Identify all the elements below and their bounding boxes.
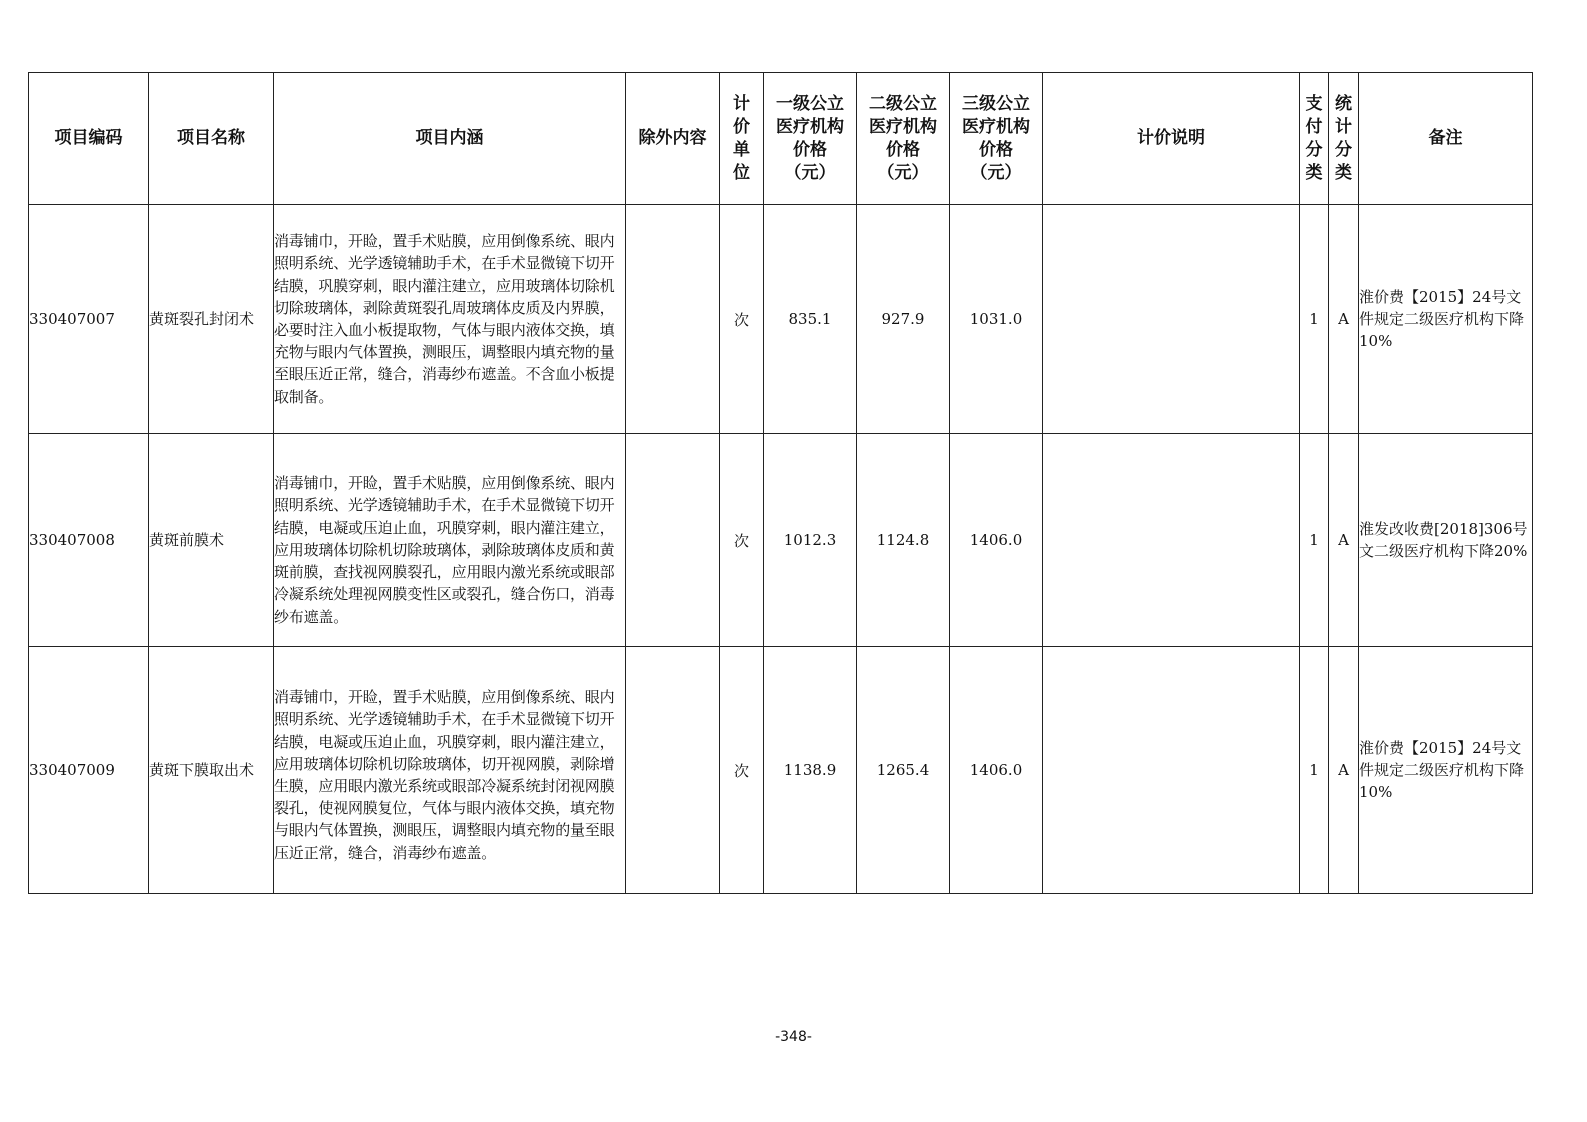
item-price1: 1138.9: [764, 647, 857, 894]
item-unit: 次: [720, 434, 764, 647]
header-content: 项目内涵: [274, 73, 626, 205]
item-price1: 835.1: [764, 205, 857, 434]
header-price3: 三级公立医疗机构价格（元）: [950, 73, 1043, 205]
header-stat: 统计分类: [1329, 73, 1359, 205]
item-price1: 1012.3: [764, 434, 857, 647]
header-pricing-note: 计价说明: [1043, 73, 1300, 205]
item-name: 黄斑下膜取出术: [149, 647, 274, 894]
table-row: [29, 647, 1533, 894]
table-row: [29, 434, 1533, 647]
item-content: 消毒铺巾，开睑，置手术贴膜，应用倒像系统、眼内照明系统、光学透镜辅助手术，在手术显微镜下切开结膜，电凝或压迫止血，巩膜穿刺，眼内灌注建立，应用玻璃体切除机切除玻璃体，切开视网膜，剥除增生膜，应用眼内激光系统或眼部冷凝系统封闭视网膜裂孔，使视网膜复位，气体与眼内液体交换，填充物与眼内气体置换，测眼压，调整眼内填充物的量至眼压近正常，缝合，消毒纱布遮盖。: [274, 647, 626, 894]
item-unit: 次: [720, 647, 764, 894]
item-price2: 1265.4: [857, 647, 950, 894]
header-price2: 二级公立医疗机构价格（元）: [857, 73, 950, 205]
item-pricing-note: [1043, 205, 1300, 434]
header-price1: 一级公立医疗机构价格（元）: [764, 73, 857, 205]
item-price3: 1406.0: [950, 434, 1043, 647]
item-stat: A: [1329, 205, 1359, 434]
item-remark: 淮价费【2015】24号文件规定二级医疗机构下降10%: [1359, 205, 1533, 434]
header-row: [29, 73, 1533, 205]
header-code: 项目编码: [29, 73, 149, 205]
item-price3: 1031.0: [950, 205, 1043, 434]
item-code: 330407007: [29, 205, 149, 434]
item-stat: A: [1329, 434, 1359, 647]
header-name: 项目名称: [149, 73, 274, 205]
header-payment: 支付分类: [1300, 73, 1329, 205]
item-code: 330407008: [29, 434, 149, 647]
item-payment: 1: [1300, 434, 1329, 647]
item-content: 消毒铺巾，开睑，置手术贴膜，应用倒像系统、眼内照明系统、光学透镜辅助手术，在手术显微镜下切开结膜，电凝或压迫止血，巩膜穿刺，眼内灌注建立，应用玻璃体切除机切除玻璃体，剥除玻璃体皮质和黄斑前膜，查找视网膜裂孔，应用眼内激光系统或眼部冷凝系统处理视网膜变性区或裂孔，缝合伤口，消毒纱布遮盖。: [274, 434, 626, 647]
item-unit: 次: [720, 205, 764, 434]
item-stat: A: [1329, 647, 1359, 894]
item-exclusion: [626, 647, 720, 894]
table-row: [29, 205, 1533, 434]
item-price3: 1406.0: [950, 647, 1043, 894]
item-remark: 淮价费【2015】24号文件规定二级医疗机构下降10%: [1359, 647, 1533, 894]
item-remark: 淮发改收费[2018]306号文二级医疗机构下降20%: [1359, 434, 1533, 647]
item-pricing-note: [1043, 647, 1300, 894]
item-exclusion: [626, 434, 720, 647]
header-unit: 计价单位: [720, 73, 764, 205]
item-code: 330407009: [29, 647, 149, 894]
item-pricing-note: [1043, 434, 1300, 647]
header-exclusion: 除外内容: [626, 73, 720, 205]
item-payment: 1: [1300, 647, 1329, 894]
item-content: 消毒铺巾，开睑，置手术贴膜，应用倒像系统、眼内照明系统、光学透镜辅助手术，在手术显微镜下切开结膜，巩膜穿刺，眼内灌注建立，应用玻璃体切除机切除玻璃体，剥除黄斑裂孔周玻璃体皮质及内界膜，必要时注入血小板提取物，气体与眼内液体交换，填充物与眼内气体置换，测眼压，调整眼内填充物的量至眼压近正常，缝合，消毒纱布遮盖。不含血小板提取制备。: [274, 205, 626, 434]
page-number: -348-: [775, 1029, 812, 1045]
item-price2: 927.9: [857, 205, 950, 434]
item-payment: 1: [1300, 205, 1329, 434]
header-remark: 备注: [1359, 73, 1533, 205]
item-exclusion: [626, 205, 720, 434]
fee-table: [28, 72, 1533, 894]
item-price2: 1124.8: [857, 434, 950, 647]
item-name: 黄斑前膜术: [149, 434, 274, 647]
item-name: 黄斑裂孔封闭术: [149, 205, 274, 434]
